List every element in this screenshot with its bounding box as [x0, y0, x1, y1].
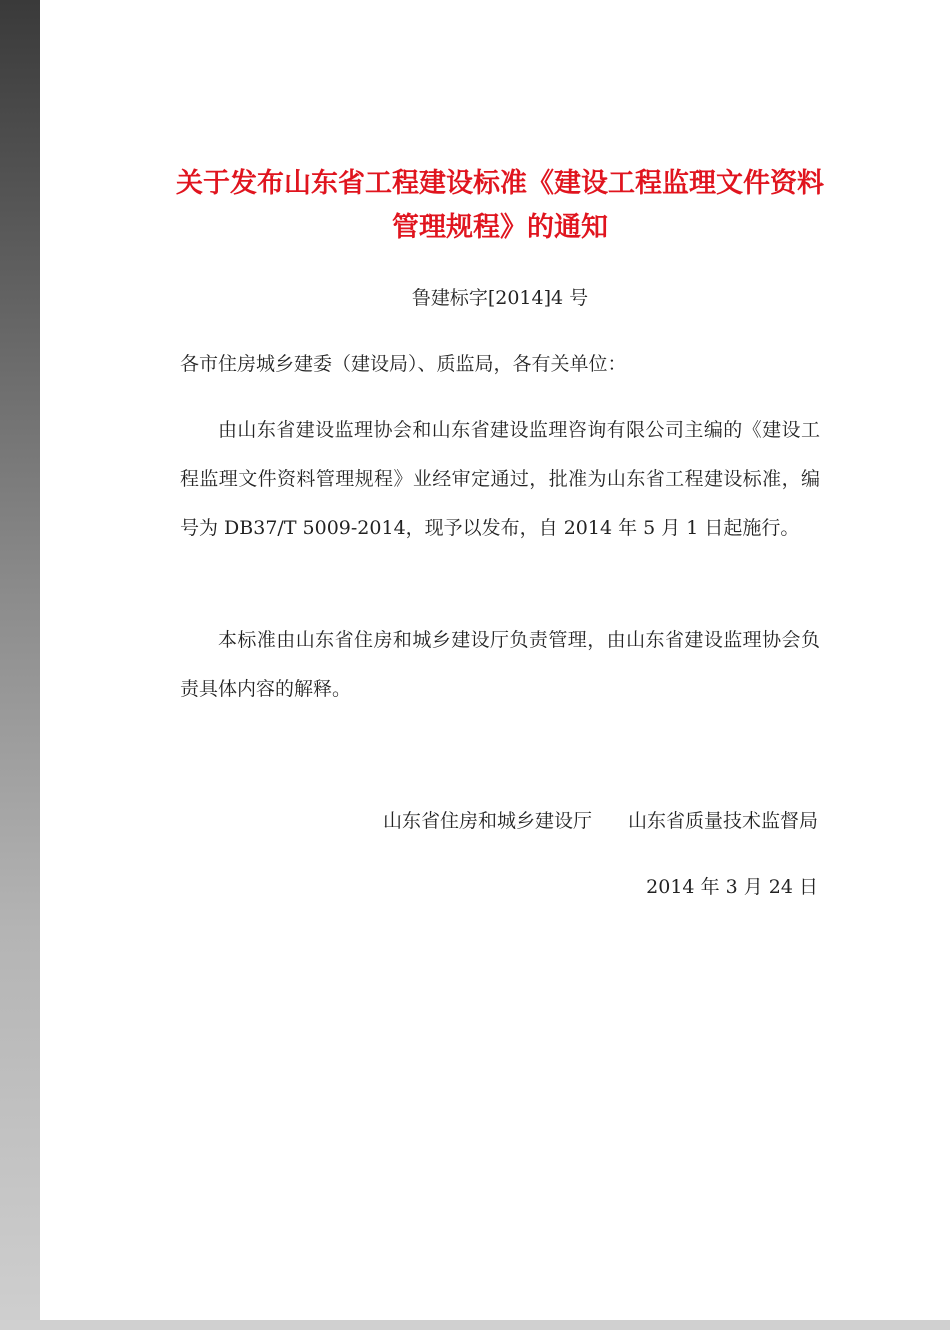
viewer-left-margin — [0, 0, 40, 1330]
body-paragraph-management: 本标准由山东省住房和城乡建设厅负责管理，由山东省建设监理协会负责具体内容的解释。 — [180, 629, 820, 700]
document-page — [40, 0, 950, 1306]
salutation: 各市住房城乡建委（建设局）、质监局，各有关单位： — [180, 353, 627, 375]
document-number: 鲁建标字[2014]4 号 — [411, 287, 589, 309]
issuer-quality-bureau: 山东省质量技术监督局 — [627, 810, 818, 832]
notice-title: 关于发布山东省工程建设标准《建设工程监理文件资料管理规程》的通知 — [176, 168, 824, 243]
issuer-housing-department: 山东省住房和城乡建设厅 — [382, 810, 592, 832]
body-paragraph-approval: 由山东省建设监理协会和山东省建设监理咨询有限公司主编的《建设工程监理文件资料管理规程》业经审定通过，批准为山东省工程建设标准，编号为 DB37/T 5009-2014，现予以发布，自 2014 年 5 月 1 日起施行。 — [180, 419, 820, 539]
issuer-signatures — [383, 808, 818, 834]
issue-date: 2014 年 3 月 24 日 — [646, 876, 818, 898]
viewer-bottom-margin — [0, 1320, 950, 1330]
page-gap — [40, 1306, 950, 1320]
